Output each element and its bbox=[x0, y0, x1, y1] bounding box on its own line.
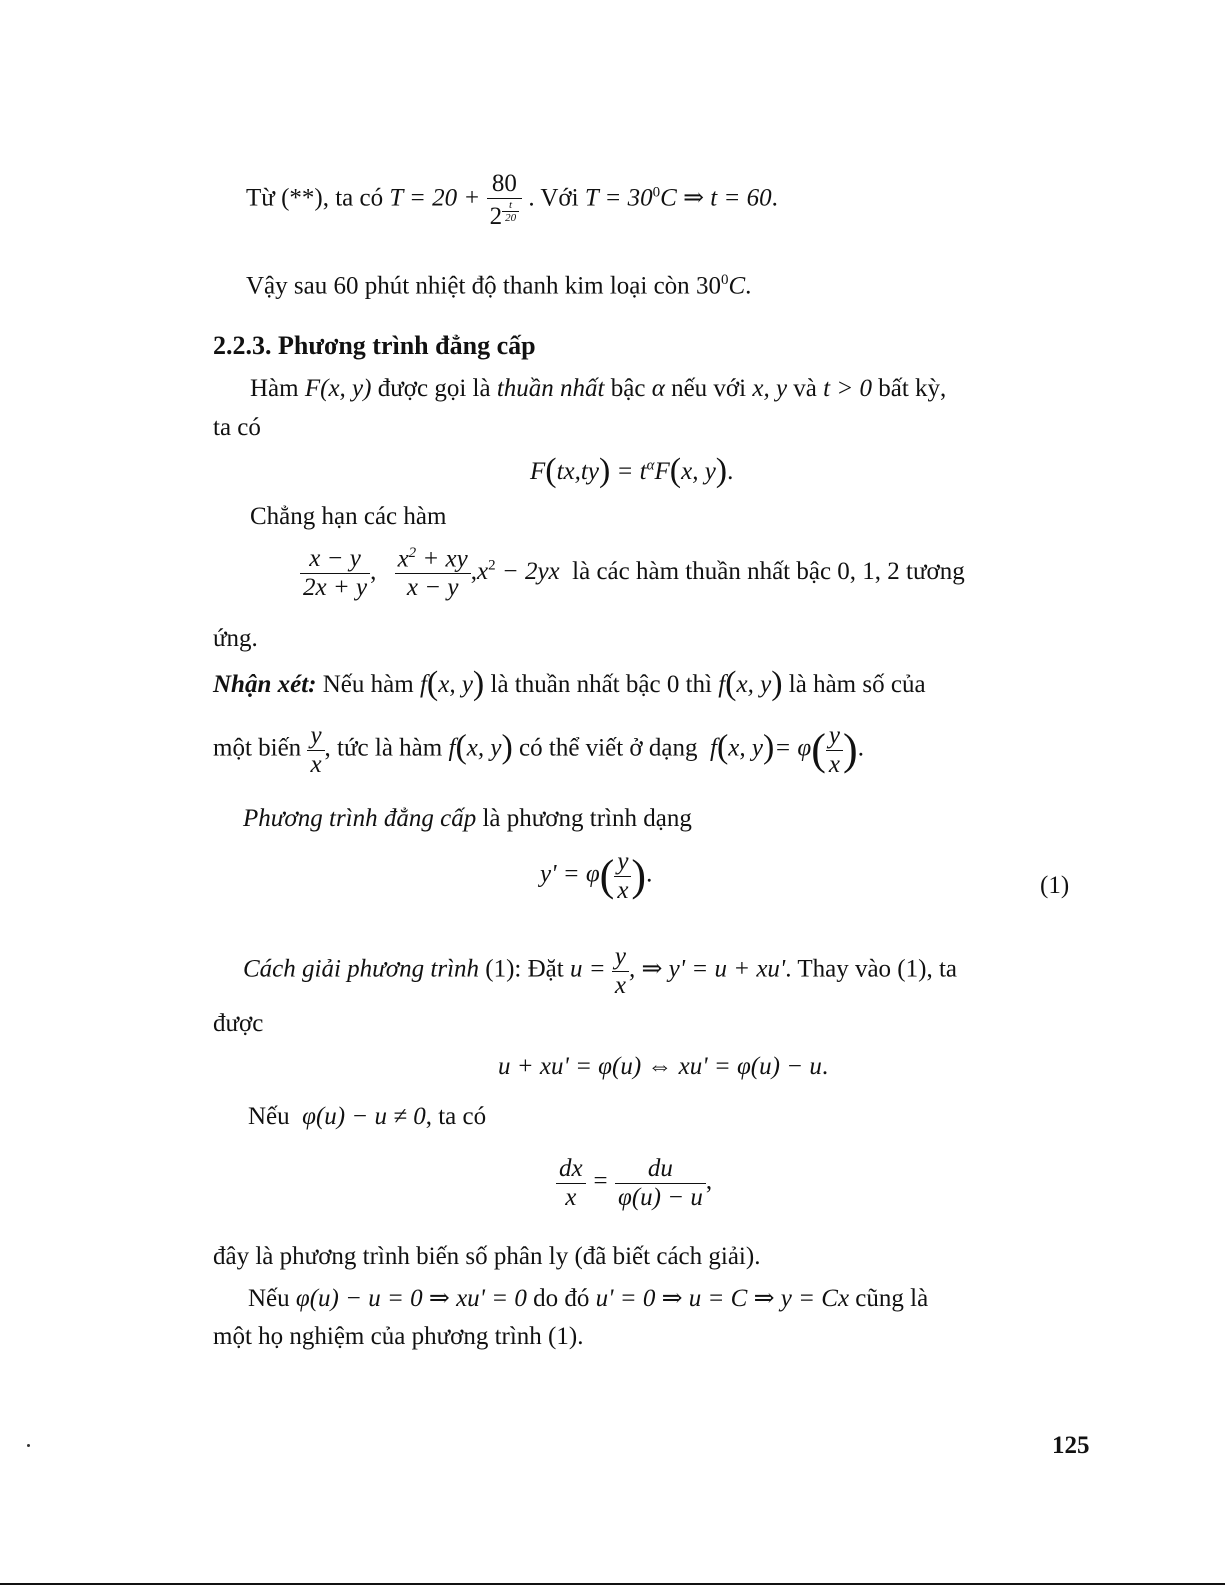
math: φ(u) − u ≠ 0 bbox=[302, 1103, 426, 1130]
numerator: y bbox=[307, 722, 324, 751]
method-line-2: được bbox=[213, 1010, 264, 1037]
math: T = 30 bbox=[584, 184, 653, 212]
text: là phương trình dạng bbox=[482, 805, 692, 832]
math: x, y bbox=[752, 375, 788, 402]
text: nếu với bbox=[671, 375, 747, 402]
equation-3 bbox=[556, 1155, 712, 1211]
text: . bbox=[821, 1053, 829, 1080]
case-2-line-2: một họ nghiệm của phương trình (1). bbox=[213, 1323, 584, 1350]
denominator: 2x + y bbox=[303, 573, 368, 601]
unit: C bbox=[728, 272, 746, 300]
fraction bbox=[487, 170, 523, 230]
denominator: x − y bbox=[406, 573, 459, 601]
numerator: y bbox=[614, 848, 631, 877]
text: Vậy sau 60 phút nhiệt độ thanh kim loại còn bbox=[246, 272, 690, 300]
text: Từ (**), ta có bbox=[246, 184, 384, 212]
math: F(x, y) bbox=[304, 375, 372, 402]
numerator: y bbox=[612, 943, 629, 972]
text: được gọi là bbox=[377, 375, 491, 402]
math: u' = 0 ⇒ u = C ⇒ y = Cx bbox=[595, 1285, 850, 1312]
denominator: x bbox=[617, 876, 629, 904]
text: là thuần nhất bậc 0 thì bbox=[490, 671, 712, 698]
example-functions: $\frac{x - y}{2x + y}$ , $\frac{x^2 + xy}{x - y}$ $,x^2 - 2yx$ là các hàm thuần nhất bậc 0, 1, 2 tương bbox=[300, 545, 965, 601]
text: Nếu hàm bbox=[322, 671, 414, 698]
text: . bbox=[727, 458, 734, 485]
math: x, y bbox=[736, 671, 772, 698]
math: + xy bbox=[416, 545, 468, 573]
exp-den: 20 bbox=[505, 211, 517, 224]
fraction bbox=[826, 722, 843, 778]
remark-line-2: một biến $\frac{y}{x}$ , tức là hàm f(x, y) có thể viết ở dạng f(x, y)= φ( $\frac{y}{x}$ ). bbox=[213, 722, 864, 778]
math: tx,ty bbox=[556, 458, 599, 485]
line-temperature-formula bbox=[246, 170, 778, 230]
equation-2 bbox=[498, 1053, 828, 1081]
equation-1-label: (1) bbox=[1040, 872, 1070, 899]
denominator: x bbox=[614, 971, 626, 999]
text: . bbox=[745, 272, 752, 300]
page-number: 125 bbox=[1052, 1432, 1090, 1459]
text: Hàm bbox=[250, 375, 299, 402]
text: . Với bbox=[528, 184, 579, 212]
fraction bbox=[556, 1155, 586, 1211]
fraction bbox=[615, 1155, 706, 1211]
text: , ta có bbox=[425, 1103, 487, 1130]
fraction bbox=[307, 722, 324, 778]
math: x bbox=[397, 545, 409, 573]
math: , ⇒ y' = u + xu' bbox=[628, 955, 786, 983]
math: = bbox=[591, 1167, 609, 1195]
math: C ⇒ t = 60 bbox=[660, 184, 772, 212]
text: Nếu bbox=[248, 1103, 290, 1130]
text: có thể viết ở dạng bbox=[519, 734, 698, 762]
math: x, y bbox=[681, 458, 716, 485]
math: φ(u) − u = 0 ⇒ xu' = 0 bbox=[295, 1285, 527, 1312]
method-line bbox=[243, 943, 957, 999]
math: f bbox=[448, 734, 456, 762]
degree: 0 bbox=[652, 184, 661, 201]
exponent: α bbox=[646, 457, 655, 474]
remark-line: Nhận xét: Nếu hàm f(x, y) là thuần nhất bậc 0 thì f(x, y) là hàm số của bbox=[213, 665, 926, 702]
text: là hàm số của bbox=[788, 671, 926, 698]
text: do đó bbox=[533, 1285, 590, 1312]
text: Nếu bbox=[248, 1285, 290, 1312]
text: cũng là bbox=[855, 1285, 929, 1312]
exponent bbox=[502, 199, 519, 224]
math: F bbox=[654, 458, 670, 485]
numerator: du bbox=[615, 1155, 706, 1184]
case-2-line bbox=[248, 1283, 928, 1313]
math: t > 0 bbox=[823, 375, 872, 402]
text: và bbox=[793, 375, 817, 402]
case-1-conclusion: đây là phương trình biến số phân ly (đã biết cách giải). bbox=[213, 1243, 761, 1270]
remark-label: Nhận xét: bbox=[213, 671, 317, 698]
exp-num: t bbox=[502, 199, 519, 212]
denominator bbox=[487, 199, 523, 230]
fraction bbox=[612, 943, 629, 999]
text: bậc bbox=[610, 375, 646, 402]
math: f bbox=[419, 671, 427, 698]
math: x bbox=[476, 557, 489, 585]
line-conclusion bbox=[246, 272, 751, 300]
scan-speck bbox=[27, 1444, 30, 1447]
value: 30 bbox=[695, 272, 721, 300]
math: = t bbox=[616, 458, 647, 485]
math: x, y bbox=[438, 671, 473, 698]
base: 2 bbox=[489, 202, 503, 230]
math: y' = φ bbox=[540, 860, 600, 888]
equation-1: y' = φ( $\frac{y}{x}$ ). bbox=[540, 848, 653, 904]
math: u + xu' = φ(u) ⇔ xu' = φ(u) − u bbox=[498, 1053, 822, 1080]
math: f bbox=[710, 734, 717, 762]
text: . bbox=[646, 860, 653, 888]
numerator bbox=[395, 545, 471, 574]
text: , tức là hàm bbox=[324, 734, 443, 762]
fraction bbox=[395, 545, 471, 601]
numerator: 80 bbox=[487, 170, 523, 199]
numerator: x − y bbox=[300, 545, 370, 574]
denominator: x bbox=[565, 1183, 577, 1211]
text: là các hàm thuần nhất bậc 0, 1, 2 tương bbox=[572, 557, 965, 585]
math: F bbox=[530, 458, 546, 485]
text: bất kỳ, bbox=[878, 375, 947, 402]
definition-line bbox=[250, 375, 946, 403]
fraction bbox=[614, 848, 631, 904]
text: một biến bbox=[213, 734, 302, 762]
denominator: x bbox=[828, 750, 841, 778]
degree: 0 bbox=[720, 272, 729, 288]
math: f bbox=[718, 671, 726, 698]
denominator: φ(u) − u bbox=[617, 1183, 703, 1211]
text: . Thay vào (1), ta bbox=[785, 955, 957, 983]
math: u = bbox=[569, 955, 606, 983]
section-heading: 2.2.3. Phương trình đẳng cấp bbox=[213, 331, 536, 360]
numerator: y bbox=[826, 722, 843, 751]
text: , bbox=[705, 1167, 713, 1195]
emphasis: thuần nhất bbox=[496, 375, 605, 402]
fraction bbox=[300, 545, 370, 601]
emphasis: Phương trình đẳng cấp bbox=[243, 805, 477, 832]
text: (1): Đặt bbox=[485, 955, 564, 983]
math: − 2yx bbox=[495, 557, 560, 585]
math: α bbox=[651, 375, 665, 402]
exponent: 2 bbox=[488, 557, 496, 574]
denominator: x bbox=[310, 750, 322, 778]
math: T = 20 + bbox=[389, 184, 481, 212]
emphasis: Cách giải phương trình bbox=[243, 955, 480, 983]
exponent: 2 bbox=[408, 545, 417, 561]
math: = φ bbox=[774, 734, 812, 762]
math: x, y bbox=[466, 734, 502, 762]
numerator: dx bbox=[556, 1155, 586, 1184]
text: . bbox=[771, 184, 778, 212]
case-1-line bbox=[248, 1103, 486, 1131]
equation-homogeneous: $F(tx,ty) = t^\alpha F(x$, y). bbox=[530, 452, 734, 489]
definition-line-2: ta có bbox=[213, 414, 261, 441]
example-tail: ứng. bbox=[213, 625, 258, 652]
example-intro: Chẳng hạn các hàm bbox=[250, 503, 447, 530]
math: x, y bbox=[728, 734, 763, 762]
homogeneous-eq-definition bbox=[243, 805, 692, 833]
